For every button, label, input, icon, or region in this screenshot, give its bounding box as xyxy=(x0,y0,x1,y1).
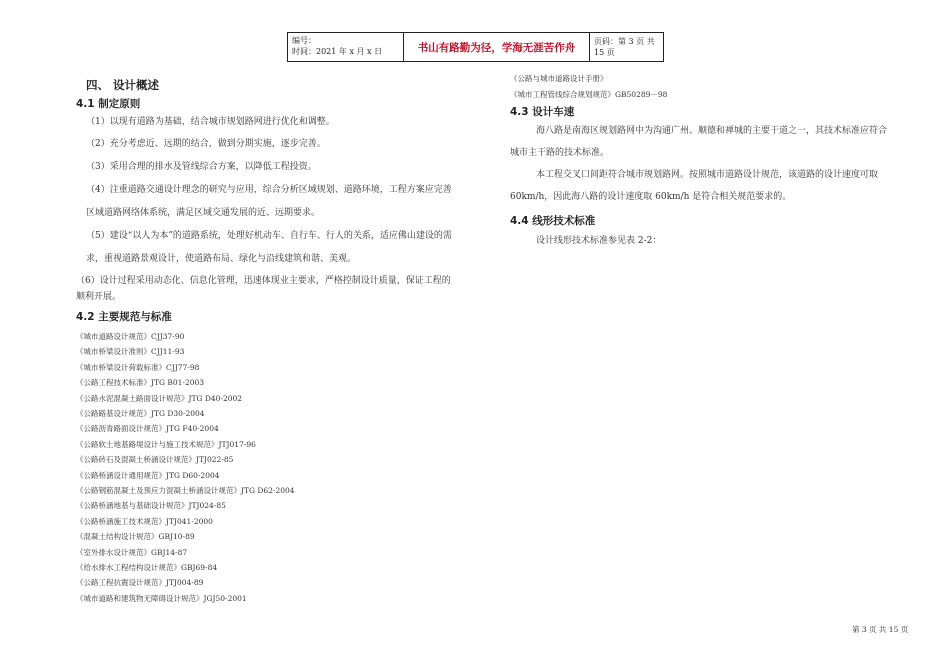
page-header xyxy=(287,32,664,62)
s41-item: （6）设计过程采用动态化、信息化管理，迅速体现业主要求，严格控制设计质量，保证工程的 xyxy=(76,276,451,286)
reference-item: 《公路水泥混凝土路面设计规范》JTG D40-2002 xyxy=(76,393,243,403)
reference-item: 《混凝土结构设计规范》GBJ10-89 xyxy=(76,532,195,542)
reference-item: 《公路工程技术标准》JTG B01-2003 xyxy=(76,378,205,388)
s42-title: 4.2 主要规范与标准 xyxy=(76,311,172,323)
footer-page: 第 3 页 共 15 页 xyxy=(852,625,909,634)
reference-item: 《城市工程管线综合规划规范》GB50289－98 xyxy=(510,90,668,99)
reference-item: 《公路与城市道路设计手册》 xyxy=(510,74,608,83)
s41-item: （1）以现有道路为基础，结合城市规划路网进行优化和调整。 xyxy=(86,117,335,127)
reference-item: 《城市道路设计规范》CJJ37-90 xyxy=(76,332,185,341)
s44-text: 设计线形技术标准参见表 2-2： xyxy=(536,236,662,246)
reference-item: 《公路桥涵地基与基础设计规范》JTJ024-85 xyxy=(76,501,226,511)
reference-item: 《公路路基设计规范》JTG D30-2004 xyxy=(76,409,205,418)
reference-item: 《给水排水工程结构设计规范》GBJ69-84 xyxy=(76,563,218,572)
reference-item: 《公路砖石及混凝土桥涵设计规范》JTJ022-85 xyxy=(76,455,234,465)
header-meta xyxy=(288,33,404,61)
header-time: 时间：2021 年 x 月 x 日 xyxy=(292,47,383,56)
s41-item: （3）采用合理的排水及管线综合方案，以降低工程投资。 xyxy=(86,162,317,172)
s43-line: 城市主干路的技术标准。 xyxy=(510,148,610,158)
reference-item: 《公路桥涵施工技术规范》JTJ041-2000 xyxy=(76,516,213,526)
section-title: 四、 设计概述 xyxy=(86,78,160,92)
s43-title: 4.3 设计车速 xyxy=(510,106,575,118)
s41-item: （4）注重道路交通设计理念的研究与应用，综合分析区域规划、道路环境，工程方案应完善 xyxy=(86,185,452,195)
s41-item: 求，重视道路景观设计，使道路布局、绿化与沿线建筑和谐、美观。 xyxy=(86,254,357,264)
header-number: 编号： xyxy=(292,36,316,45)
header-motto: 书山有路勤为径，学海无涯苦作舟 xyxy=(404,33,590,61)
s41-title: 4.1 制定原则 xyxy=(76,98,141,110)
reference-item: 《公路工程抗震设计规范》JTJ004-89 xyxy=(76,578,204,588)
reference-item: 《室外排水设计规范》GBJ14-87 xyxy=(76,547,188,557)
s43-line: 本工程交叉口间距符合城市规划路网。按照城市道路设计规范，该道路的设计速度可取 xyxy=(536,170,879,180)
reference-item: 《公路软土地基路堤设计与施工技术规范》JTJ017-96 xyxy=(76,439,256,449)
reference-item: 《公路沥青路面设计规范》JTG F40-2004 xyxy=(76,424,219,434)
s43-line: 60km/h，因此海八路的设计速度取 60km/h 是符合相关规范要求的。 xyxy=(510,192,792,202)
s41-item: 顺利开展。 xyxy=(76,292,122,302)
reference-item: 《公路桥涵设计通用规范》JTG D60-2004 xyxy=(76,470,220,480)
reference-item: 《城市道路和建筑物无障碍设计规范》JGJ50-2001 xyxy=(76,593,247,603)
s44-title: 4.4 线形技术标准 xyxy=(510,215,596,227)
reference-item: 《城市桥梁设计荷载标准》CJJ77-98 xyxy=(76,362,200,372)
header-page: 页码：第 3 页 共 15 页 xyxy=(594,37,655,57)
s41-item: （5）建设“以人为本”的道路系统，处理好机动车、自行车、行人的关系，适应佛山建设的需 xyxy=(86,231,452,241)
reference-item: 《公路钢筋混凝土及预应力混凝土桥涵设计规范》JTG D62-2004 xyxy=(76,486,295,495)
reference-item: 《城市桥梁设计准则》CJJ11-93 xyxy=(76,347,185,357)
s41-item: 区域道路网络体系统，满足区域交通发展的近、远期要求。 xyxy=(86,208,321,218)
s43-line: 海八路是南海区规划路网中为沟通广州、顺德和禅城的主要干道之一，其技术标准应符合 xyxy=(536,126,888,136)
s41-item: （2）充分考虑近、远期的结合，做到分期实施，逐步完善。 xyxy=(86,139,326,149)
